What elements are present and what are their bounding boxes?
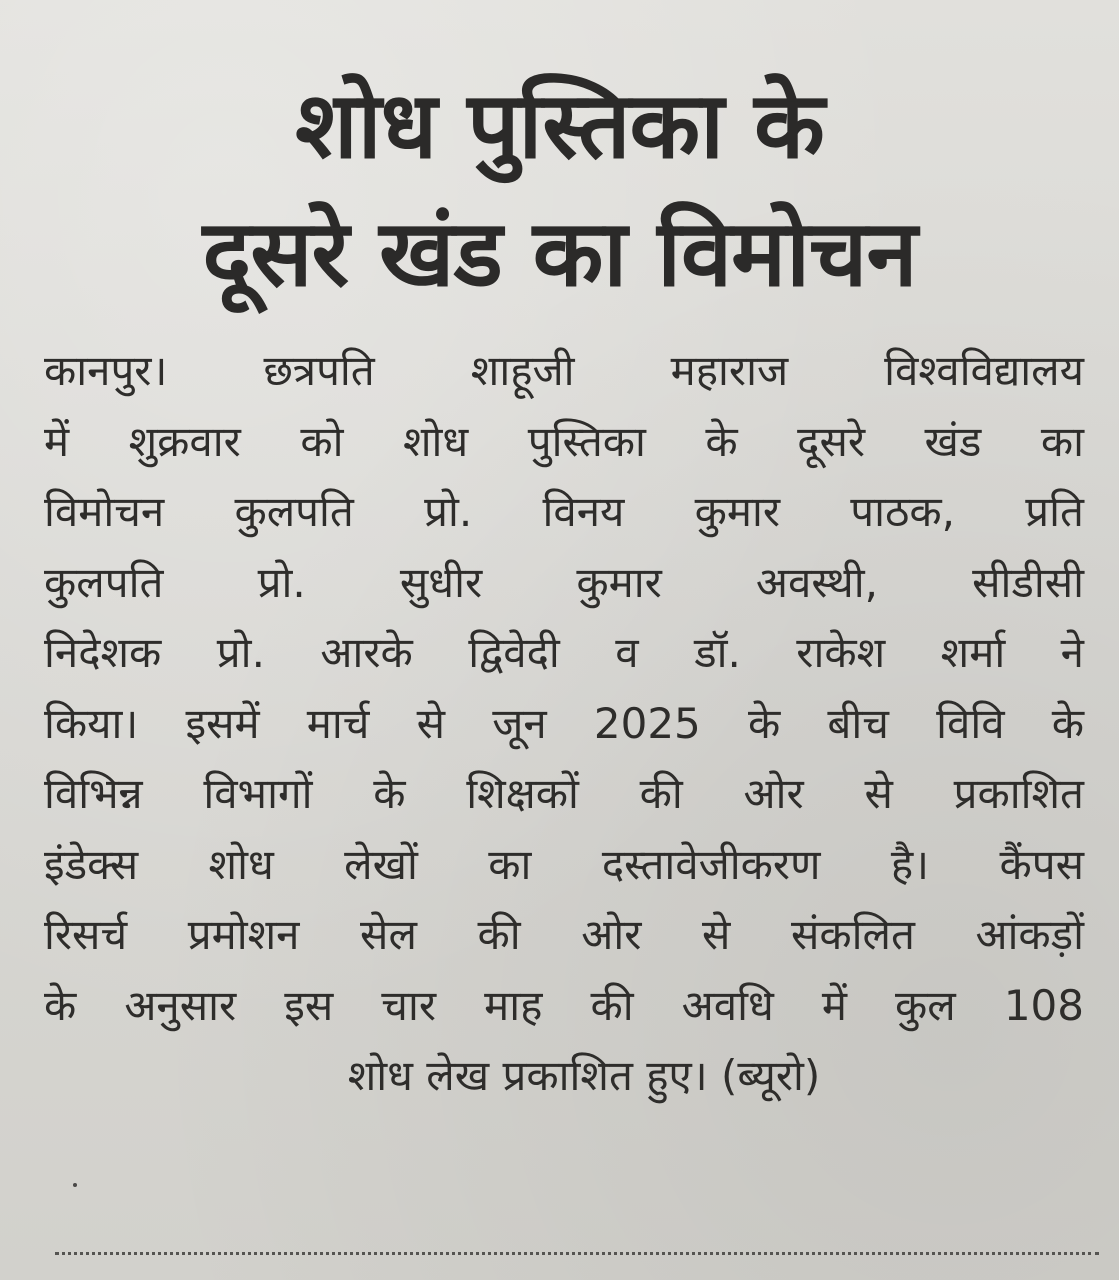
- body-line-3: विमोचन कुलपति प्रो. विनय कुमार पाठक, प्रति: [44, 487, 1084, 536]
- body-line-1: कानपुर। छत्रपति शाहूजी महाराज विश्वविद्यालय: [44, 346, 1084, 395]
- headline-line-1: शोध पुस्तिका के: [295, 72, 824, 179]
- print-speck: [73, 1183, 77, 1187]
- body-line-7: विभिन्न विभागों के शिक्षकों की ओर से प्रकाशित: [44, 769, 1084, 818]
- body-line-9: रिसर्च प्रमोशन सेल की ओर से संकलित आंकड़ों: [44, 910, 1084, 959]
- article-body: [44, 336, 1084, 1112]
- headline-line-2: दूसरे खंड का विमोचन: [202, 200, 917, 307]
- dotted-divider: [55, 1252, 1099, 1255]
- body-line-11: शोध लेख प्रकाशित हुए। (ब्यूरो): [347, 1051, 821, 1100]
- body-line-5: निदेशक प्रो. आरके द्विवेदी व डॉ. राकेश शर्मा ने: [44, 628, 1084, 677]
- body-line-6: किया। इसमें मार्च से जून 2025 के बीच विवि के: [44, 698, 1084, 748]
- body-line-10: के अनुसार इस चार माह की अवधि में कुल 108: [44, 980, 1084, 1030]
- headline: [0, 62, 1119, 318]
- body-line-8: इंडेक्स शोध लेखों का दस्तावेजीकरण है। कैंपस: [44, 839, 1084, 889]
- body-line-2: में शुक्रवार को शोध पुस्तिका के दूसरे खंड का: [44, 416, 1084, 466]
- body-line-4: कुलपति प्रो. सुधीर कुमार अवस्थी, सीडीसी: [44, 557, 1084, 607]
